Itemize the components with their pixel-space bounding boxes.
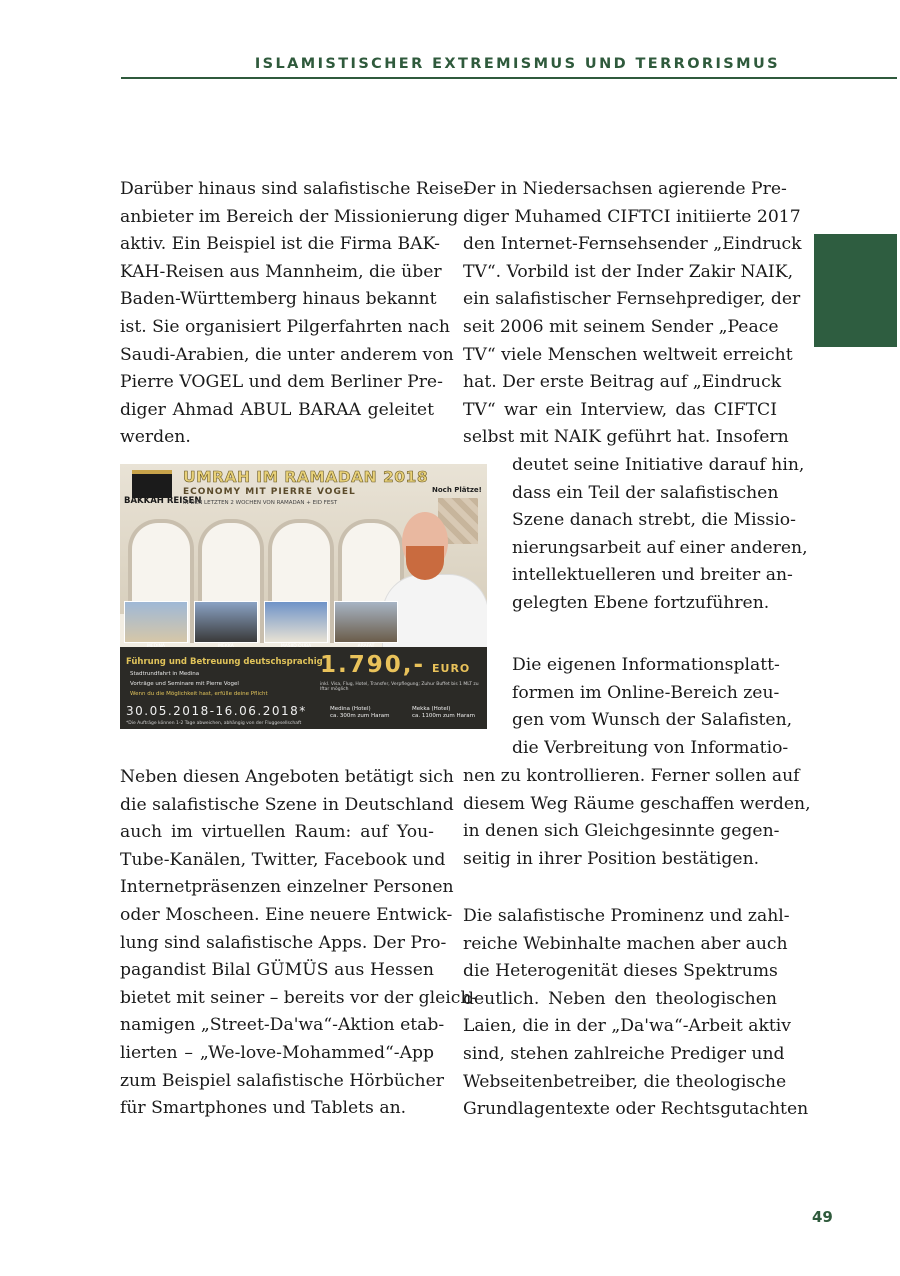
text-line: lung sind salafistische Apps. Der Pro-: [120, 932, 447, 953]
ad-line: Wenn du die Möglichkeit hast, erfülle deine Pflicht: [130, 691, 268, 697]
ad-subtitle-2: IN DEN LETZTEN 2 WOCHEN VON RAMADAN + EID FEST: [183, 500, 338, 506]
ad-price-note: inkl. Visa, Flug, Hotel, Transfer, Verpflegung; Zuhur Buffet bis 1 MLT zu Iftar möglich: [320, 682, 479, 692]
ad-title: UMRAH IM RAMADAN 2018: [183, 468, 429, 486]
right-paragraph-1: [463, 176, 802, 452]
text-line: den Internet-Fernsehsender „Eindruck: [463, 234, 802, 255]
hotel-distance: ca. 300m zum Haram: [330, 713, 390, 719]
kaaba-logo-icon: [132, 470, 172, 498]
text-line: bietet mit seiner – bereits vor der gleich-: [120, 987, 478, 1008]
text-line: diesem Weg Räume geschaffen werden,: [463, 793, 811, 814]
text-line: lierten – „We-love-Mohammed“-App: [120, 1042, 434, 1063]
text-line: ein salafistischer Fernsehprediger, der: [463, 289, 801, 310]
text-line: KAH-Reisen aus Mannheim, die über: [120, 261, 442, 282]
ad-line: Vorträge und Seminare mit Pierre Vogel: [130, 681, 239, 687]
text-line: Grundlagentexte oder Rechtsgutachten: [463, 1099, 809, 1120]
text-line: Szene danach strebt, die Missio-: [512, 510, 796, 531]
ad-subtitle: ECONOMY MIT PIERRE VOGEL: [183, 487, 356, 497]
text-line: Die salafistische Prominenz und zahl-: [463, 906, 790, 926]
right-paragraph-2: [512, 652, 793, 762]
text-line: TV“ viele Menschen weltweit erreicht: [463, 344, 793, 365]
right-paragraph-3: [463, 903, 809, 1124]
text-line: Die eigenen Informationsplatt-: [512, 655, 780, 675]
text-line: deutlich. Neben den theologischen: [463, 988, 777, 1009]
ad-photo-strip: [124, 601, 424, 647]
text-line: in denen sich Gleichgesinnte gegen-: [463, 821, 780, 842]
text-line: dass ein Teil der salafistischen: [512, 482, 779, 503]
text-line: selbst mit NAIK geführt hat. Insofern: [463, 427, 789, 448]
text-line: aktiv. Ein Beispiel ist die Firma BAK-: [120, 234, 440, 255]
hotel-name: Medina (Hotel): [330, 706, 371, 712]
text-line: Baden-Württemberg hinaus bekannt: [120, 289, 437, 310]
text-line: die Heterogenität dieses Spektrums: [463, 961, 778, 982]
text-line: deutet seine Initiative darauf hin,: [512, 455, 805, 475]
photo-mekka: [194, 601, 258, 643]
text-line: gelegten Ebene fortzuführen.: [512, 592, 770, 613]
text-line: Darüber hinaus sind salafistische Reise-: [120, 179, 470, 199]
text-line: diger Muhamed CIFTCI initiierte 2017: [463, 206, 801, 227]
umrah-advertisement-image: [120, 464, 487, 729]
ad-currency: EURO: [432, 662, 471, 675]
text-line: diger Ahmad ABUL BARAA geleitet: [120, 399, 434, 420]
ad-dates: 30.05.2018-16.06.2018*: [126, 704, 307, 718]
text-line: namigen „Street-Da'wa“-Aktion etab-: [120, 1015, 445, 1036]
header-rule: [121, 77, 897, 79]
page-number: 49: [812, 1208, 833, 1226]
text-line: zum Beispiel salafistische Hörbücher: [120, 1070, 444, 1091]
text-line: nen zu kontrollieren. Ferner sollen auf: [463, 766, 800, 786]
text-line: gen vom Wunsch der Salafisten,: [512, 710, 793, 731]
text-line: sind, stehen zahlreiche Prediger und: [463, 1043, 785, 1064]
photo-medina: [124, 601, 188, 643]
text-line: Laien, die in der „Da'wa“-Arbeit aktiv: [463, 1016, 791, 1037]
text-line: Internetpräsenzen einzelner Personen: [120, 877, 454, 898]
text-line: formen im Online-Bereich zeu-: [512, 682, 780, 703]
text-line: Webseitenbetreiber, die theologische: [463, 1071, 787, 1092]
header-title: ISLAMISTISCHER EXTREMISMUS UND TERRORISMUS: [254, 56, 780, 72]
right-paragraph-2-continued: [463, 763, 811, 873]
hotel-name: Mekka (Hotel): [412, 706, 451, 712]
text-line: Tube-Kanälen, Twitter, Facebook und: [120, 849, 446, 870]
text-line: anbieter im Bereich der Missionierung: [120, 206, 459, 227]
right-paragraph-1-continued: [512, 452, 808, 618]
text-line: Saudi-Arabien, die unter anderem von: [120, 344, 454, 365]
left-paragraph-2: [120, 764, 478, 1123]
text-line: nierungsarbeit auf einer anderen,: [512, 537, 808, 558]
text-line: TV“ war ein Interview, das CIFTCI: [463, 399, 777, 420]
photo-arafat: [334, 601, 398, 643]
text-line: seitig in ihrer Position bestätigen.: [463, 848, 760, 869]
photo-masjid-quba: [264, 601, 328, 643]
hotel-distance: ca. 1100m zum Haram: [412, 713, 475, 719]
text-line: werden.: [120, 427, 191, 448]
text-line: hat. Der erste Beitrag auf „Eindruck: [463, 372, 782, 393]
ad-footnote: *Die Aufträge können 1-2 Tage abweichen, abhängig von der Fluggesellschaft: [126, 721, 302, 726]
ad-price: 1.790,-: [320, 652, 426, 678]
ad-guide-text: Führung und Betreuung deutschsprachig: [126, 657, 323, 667]
text-line: intellektuelleren und breiter an-: [512, 565, 793, 586]
left-paragraph-1: [120, 176, 470, 452]
text-line: für Smartphones und Tablets an.: [120, 1098, 407, 1119]
text-line: Pierre VOGEL und dem Berliner Pre-: [120, 372, 443, 393]
text-line: Neben diesen Angeboten betätigt sich: [120, 767, 454, 787]
chapter-side-tab: [814, 234, 897, 347]
text-line: oder Moscheen. Eine neuere Entwick-: [120, 904, 453, 925]
text-line: pagandist Bilal GÜMÜS aus Hessen: [120, 960, 434, 981]
text-line: ist. Sie organisiert Pilgerfahrten nach: [120, 316, 450, 337]
text-line: die Verbreitung von Informatio-: [512, 737, 789, 758]
text-line: seit 2006 mit seinem Sender „Peace: [463, 316, 779, 337]
ad-line: Stadtrundfahrt in Medina: [130, 671, 200, 677]
ad-brand: BAKKAH REISEN: [124, 496, 202, 506]
text-line: reiche Webinhalte machen aber auch: [463, 933, 788, 954]
text-line: TV“. Vorbild ist der Inder Zakir NAIK,: [463, 261, 794, 282]
text-line: auch im virtuellen Raum: auf You-: [120, 822, 434, 843]
text-line: die salafistische Szene in Deutschland: [120, 794, 454, 815]
ad-badge: Noch Plätze!: [432, 486, 482, 494]
ad-hotel-mekka: [412, 706, 475, 720]
ad-hotel-medina: [330, 706, 389, 720]
text-line: Der in Niedersachsen agierende Pre-: [463, 179, 787, 199]
